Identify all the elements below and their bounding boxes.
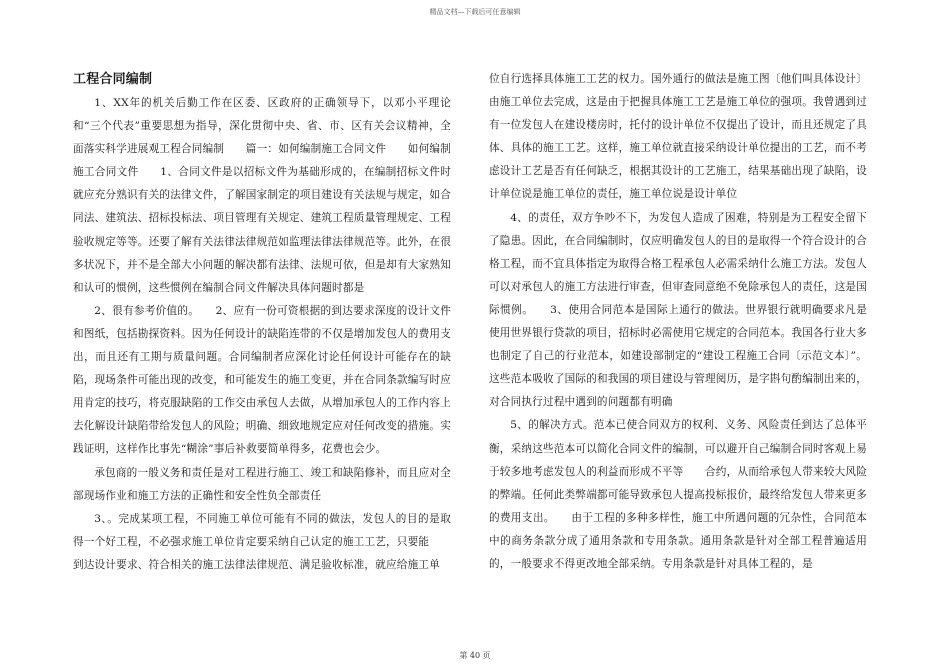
paragraph-continuation: 位自行选择具体施工工艺的权力。国外通行的做法是施工图〔他们叫具体设计〕由施工单位去完成，这是由于把握具体施工工艺是施工单位的强项。我曾遇到过有一位发包人在建设楼房时，托付的设计单位不仅提出了设计，而且还规定了具体、具体的施工工艺。这样，施工单位就直接采纳设计单位提出的工艺，而不考虑设计工艺是否有任何缺乏，根据其设计的工艺施工，结果基础出现了缺陷，设计单位说是施工单位的责任，施工单位说是设计单位 [489,73,867,201]
paragraph: 2、很有参考价值的。 2、应有一份可资根据的到达要求深度的设计文件和图纸，包括勘探资料。因为任何设计的缺陷连带的不仅是增加发包人的费用支出，而且还有工期与质量问题。合同编制者应深化讨论任何设计可能存在的缺陷，现场条件可能出现的改变，和可能发生的施工变更，并在合同条款编写时应用肯定的技巧，将克服缺陷的工作交由承包人去做，从增加承包人的工作内容上去化解设计缺陷带给发包人的风险；明确、细致地规定应对任何改变的措施。实践证明，这样作比事先“糊涂”事后补救要简单得多，花费也会少。 [73,304,451,456]
right-column [489,68,867,576]
paragraph-continuation: 到达设计要求、符合相关的施工法律法律规范、满足验收标准，就应给施工单 [73,558,440,571]
page-number: 第 40 页 [459,651,491,660]
page-header-note: 精品文档—下载后可任意编辑 [429,8,521,16]
document-title: 工程合同编制 [73,72,153,87]
left-column [73,68,451,577]
paragraph: 4、的责任，双方争吵不下，为发包人造成了困难，特别是为工程安全留下了隐患。因此，在合同编制时，仅应明确发包人的目的是取得一个符合设计的合格工程，而不宜具体指定为取得合格工程承包人必需采纳什么施工方法。发包人可以对承包人的施工方法进行审查，但审查同意绝不免除承包人的责任，这是国际惯例。 3、使用合同范本是国际上通行的做法。世界银行就明确要求凡是使用世界银行贷款的项目，招标时必需使用它规定的合同范本。我国各行业大多也制定了自己的行业范本，如建设部制定的“建设工程施工合同〔示范文本〕”。这些范本吸收了国际的和我国的项目建设与管理阅历，是字斟句酌编制出来的，对合同执行过程中遇到的问题都有明确 [489,211,867,409]
paragraph: 1、XX年的机关后勤工作在区委、区政府的正确领导下，以邓小平理论和“三个代表”重要思想为指导，深化贯彻中央、省、市、区有关会议精神，全面落实科学进展观工程合同编制 篇一：如何编制施工合同文件 如何编制施工合同文件 1、合同文件是以招标文件为基础形成的，在编制招标文件时就应充分熟识有关的法律文件，了解国家制定的项目建设有关法规与规定，如合同法、建筑法、招标投标法、项目管理有关规定、建筑工程质量管理规定、工程验收规定等等。还要了解有关法律法律规范如监理法律法律规范等。此外，在很多状况下，并不是全部大小问题的解决都有法律、法规可依，但是却有大家熟知和认可的惯例，这些惯例在编制合同文件解决具体问题时都是 [73,97,451,294]
paragraph: 5、的解决方式。范本已使合同双方的权利、义务、风险责任到达了总体平衡，采纳这些范本可以简化合同文件的编制，可以避开自己编制合同时客观上易于较多地考虑发包人的利益而形成不平等 合约，从而给承包人带来较大风险的弊端。任何此类弊端都可能导致承包人提高投标报价，最终给发包人带来更多的费用支出。 由于工程的多种多样性，施工中所遇问题的冗杂性，合同范本中的商务条款分成了通用条款和专用条款。通用条款是针对全部工程普遍适用的，一般要求不得更改地全部采纳。专用条款是针对具体工程的，是 [489,419,867,570]
paragraph: 3、。完成某项工程，不同施工单位可能有不同的做法，发包人的目的是取得一个好工程，不必强求施工单位肯定要采纳自己认定的施工工艺，只要能 [73,512,451,548]
paragraph: 承包商的一般义务和责任是对工程进行施工、竣工和缺陷修补，而且应对全部现场作业和施工方法的正确性和安全性负全部责任 [73,466,451,502]
